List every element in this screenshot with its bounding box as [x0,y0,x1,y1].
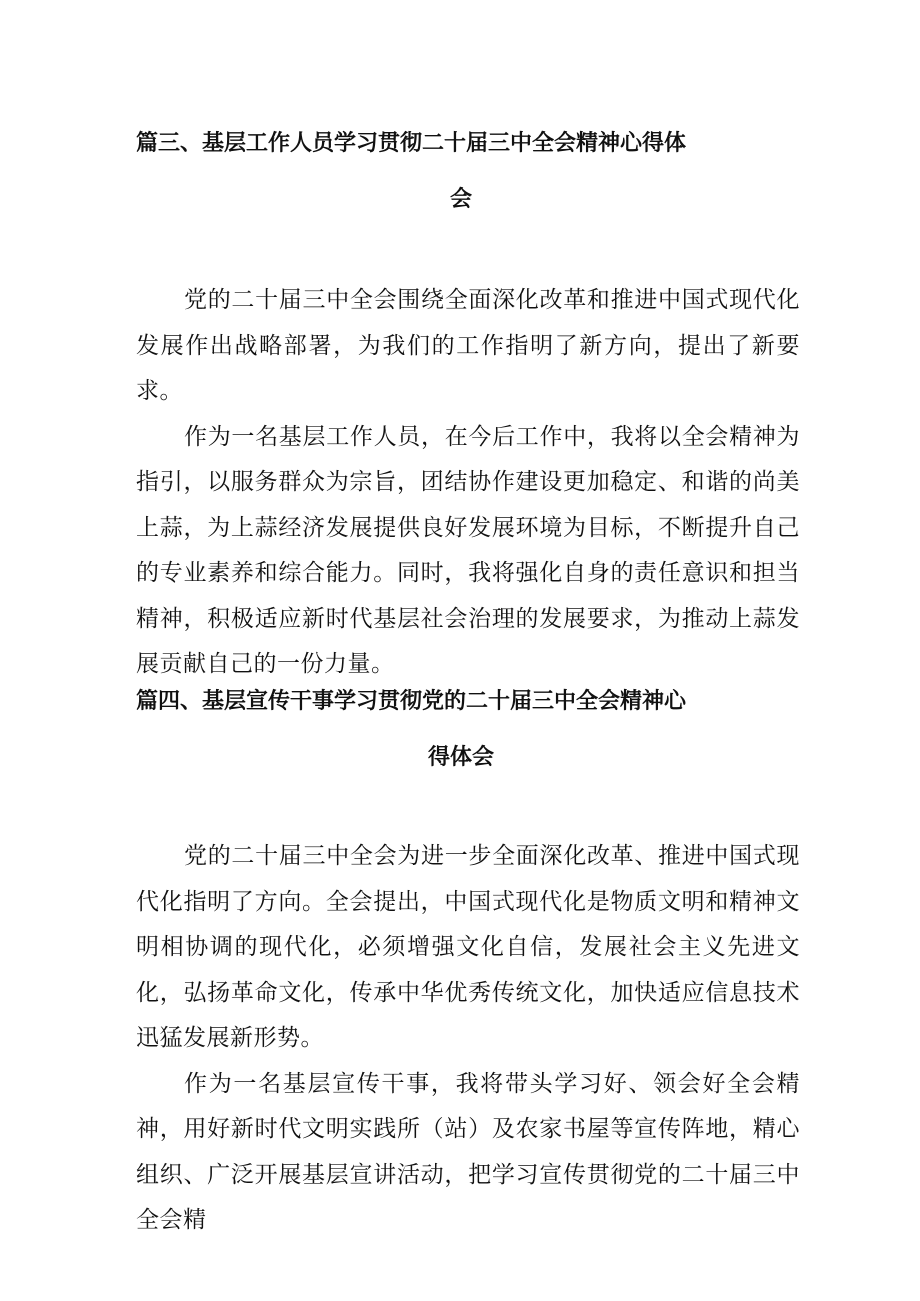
section-4-title-line-1: 篇四、基层宣传干事学习贯彻党的二十届三中全会精神心 [136,689,687,714]
section-4-paragraph-1: 党的二十届三中全会为进一步全面深化改革、推进中国式现代化指明了方向。全会提出，中国式现代化是物质文明和精神文明相协调的现代化，必须增强文化自信，发展社会主义先进文化，弘扬革命文化，传承中华优秀传统文化，加快适应信息技术迅猛发展新形势。 [136,843,800,1051]
section-4-body [136,834,800,1244]
section-3-body [136,278,800,688]
section-3-paragraph-2: 作为一名基层工作人员，在今后工作中，我将以全会精神为指引，以服务群众为宗旨，团结协作建设更加稳定、和谐的尚美上蒜，为上蒜经济发展提供良好发展环境为目标，不断提升自己的专业素养和综合能力。同时，我将强化自身的责任意识和担当精神，积极适应新时代基层社会治理的发展要求，为推动上蒜发展贡献自己的一份力量。 [136,423,800,677]
section-4-title [136,674,786,786]
section-3-title [136,116,786,228]
section-3-title-line-2: 会 [449,187,472,212]
section-4-title-line-2: 得体会 [427,745,494,770]
section-4-paragraph-2: 作为一名基层宣传干事，我将带头学习好、领会好全会精神，用好新时代文明实践所（站）及农家书屋等宣传阵地，精心组织、广泛开展基层宣讲活动，把学习宣传贯彻党的二十届三中全会精 [136,1070,800,1233]
section-3-paragraph-1: 党的二十届三中全会围绕全面深化改革和推进中国式现代化发展作出战略部署，为我们的工作指明了新方向，提出了新要求。 [136,287,800,404]
section-3-title-line-1: 篇三、基层工作人员学习贯彻二十届三中全会精神心得体 [136,131,687,156]
